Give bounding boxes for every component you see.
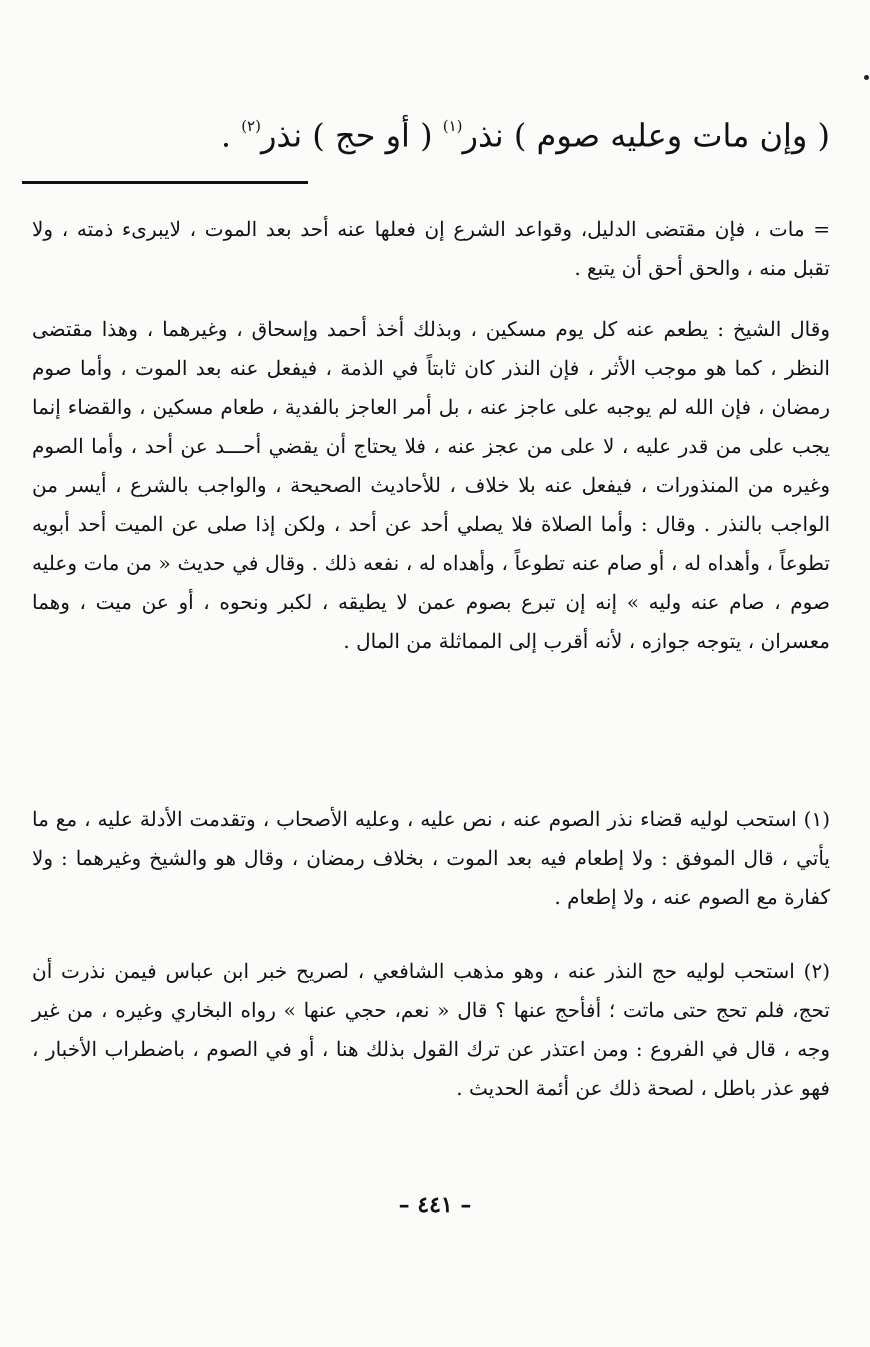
commentary-paragraph: = مات ، فإن مقتضى الدليل، وقواعد الشرع إن فعلها عنه أحد بعد الموت ، لايبرىء ذمته ، ولا تقبل منه ، والحق أحق أن يتبع . — [32, 217, 830, 280]
ink-dot — [864, 75, 869, 80]
footnote-text: استحب لوليه حج النذر عنه ، وهو مذهب الشافعي ، لصريح خبر ابن عباس فيمن نذرت أن تحج، فلم تحج حتى ماتت ؛ أفأحج عنها ؟ قال « نعم، حجي عنها » رواه البخاري وغيره ، من غير وجه ، قال في الفروع : ومن اعتذر عن ترك القول بذلك هنا ، أو في الصوم ، باضطراب الأخبار ، فهو عذر باطل ، لصحة ذلك عن أئمة الحديث . — [32, 959, 830, 1100]
footnote-text: استحب لوليه قضاء نذر الصوم عنه ، نص عليه ، وعليه الأصحاب ، وتقدمت الأدلة عليه ، مع ما يأتي ، قال الموفق : ولا إطعام فيه بعد الموت ، بخلاف رمضان ، وقال هو والشيخ وغيرهما : ولا كفارة مع الصوم عنه ، ولا إطعام . — [32, 807, 830, 909]
footnote-2 — [32, 952, 830, 1108]
commentary-shaykh — [32, 310, 830, 661]
matn-text: ( وإن مات وعليه صوم ) نذر — [462, 116, 830, 155]
footnote-marker: (٢) — [803, 959, 830, 983]
commentary-paragraph: وقال الشيخ : يطعم عنه كل يوم مسكين ، وبذلك أخذ أحمد وإسحاق ، وغيرهما ، وهذا مقتضى النظر ، كما هو موجب الأثر ، فإن النذر كان ثابتاً في الذمة ، فيفعل عنه بعد الموت ، وأما صوم رمضان ، فإن الله لم يوجبه على عاجز عنه ، بل أمر العاجز بالفدية ، طعام مسكين ، والقضاء إنما يجب على من قدر عليه ، لا على من عجز عنه ، فلا يحتاج أن يقضي أحـــد عن أحد ، وأما الصوم وغيره من المنذورات ، فيفعل عنه بلا خلاف ، للأحاديث الصحيحة ، والواجب بالشرع ، أيسر من الواجب بالنذر . وقال : وأما الصلاة فلا يصلي أحد عن أحد ، ولكن إذا صلى عن الميت أحد أبويه تطوعاً ، وأهداه له ، أو صام عنه تطوعاً ، وأهداه له ، نفعه ذلك . وقال في حديث « من مات وعليه صوم ، صام عنه وليه » إنه إن تبرع بصوم عمن لا يطيقه ، لكبر ونحوه ، أو عن ميت ، وهما معسران ، يتوجه جوازه ، لأنه أقرب إلى المماثلة من المال . — [32, 317, 830, 653]
separator-rule — [22, 181, 308, 184]
commentary-continuation — [32, 210, 830, 288]
matn-end: . — [220, 116, 242, 155]
footnote-1 — [32, 800, 830, 917]
page-number: – ٤٤١ – — [398, 1192, 472, 1218]
matn-text-2: ( أو حج ) نذر — [260, 116, 443, 155]
footnote-ref-1: (١) — [442, 117, 463, 135]
matn-line — [110, 100, 830, 166]
footnote-paragraph — [32, 800, 830, 917]
footnote-paragraph — [32, 952, 830, 1108]
footnote-marker: (١) — [803, 807, 830, 831]
footnote-ref-2: (٢) — [241, 117, 261, 135]
